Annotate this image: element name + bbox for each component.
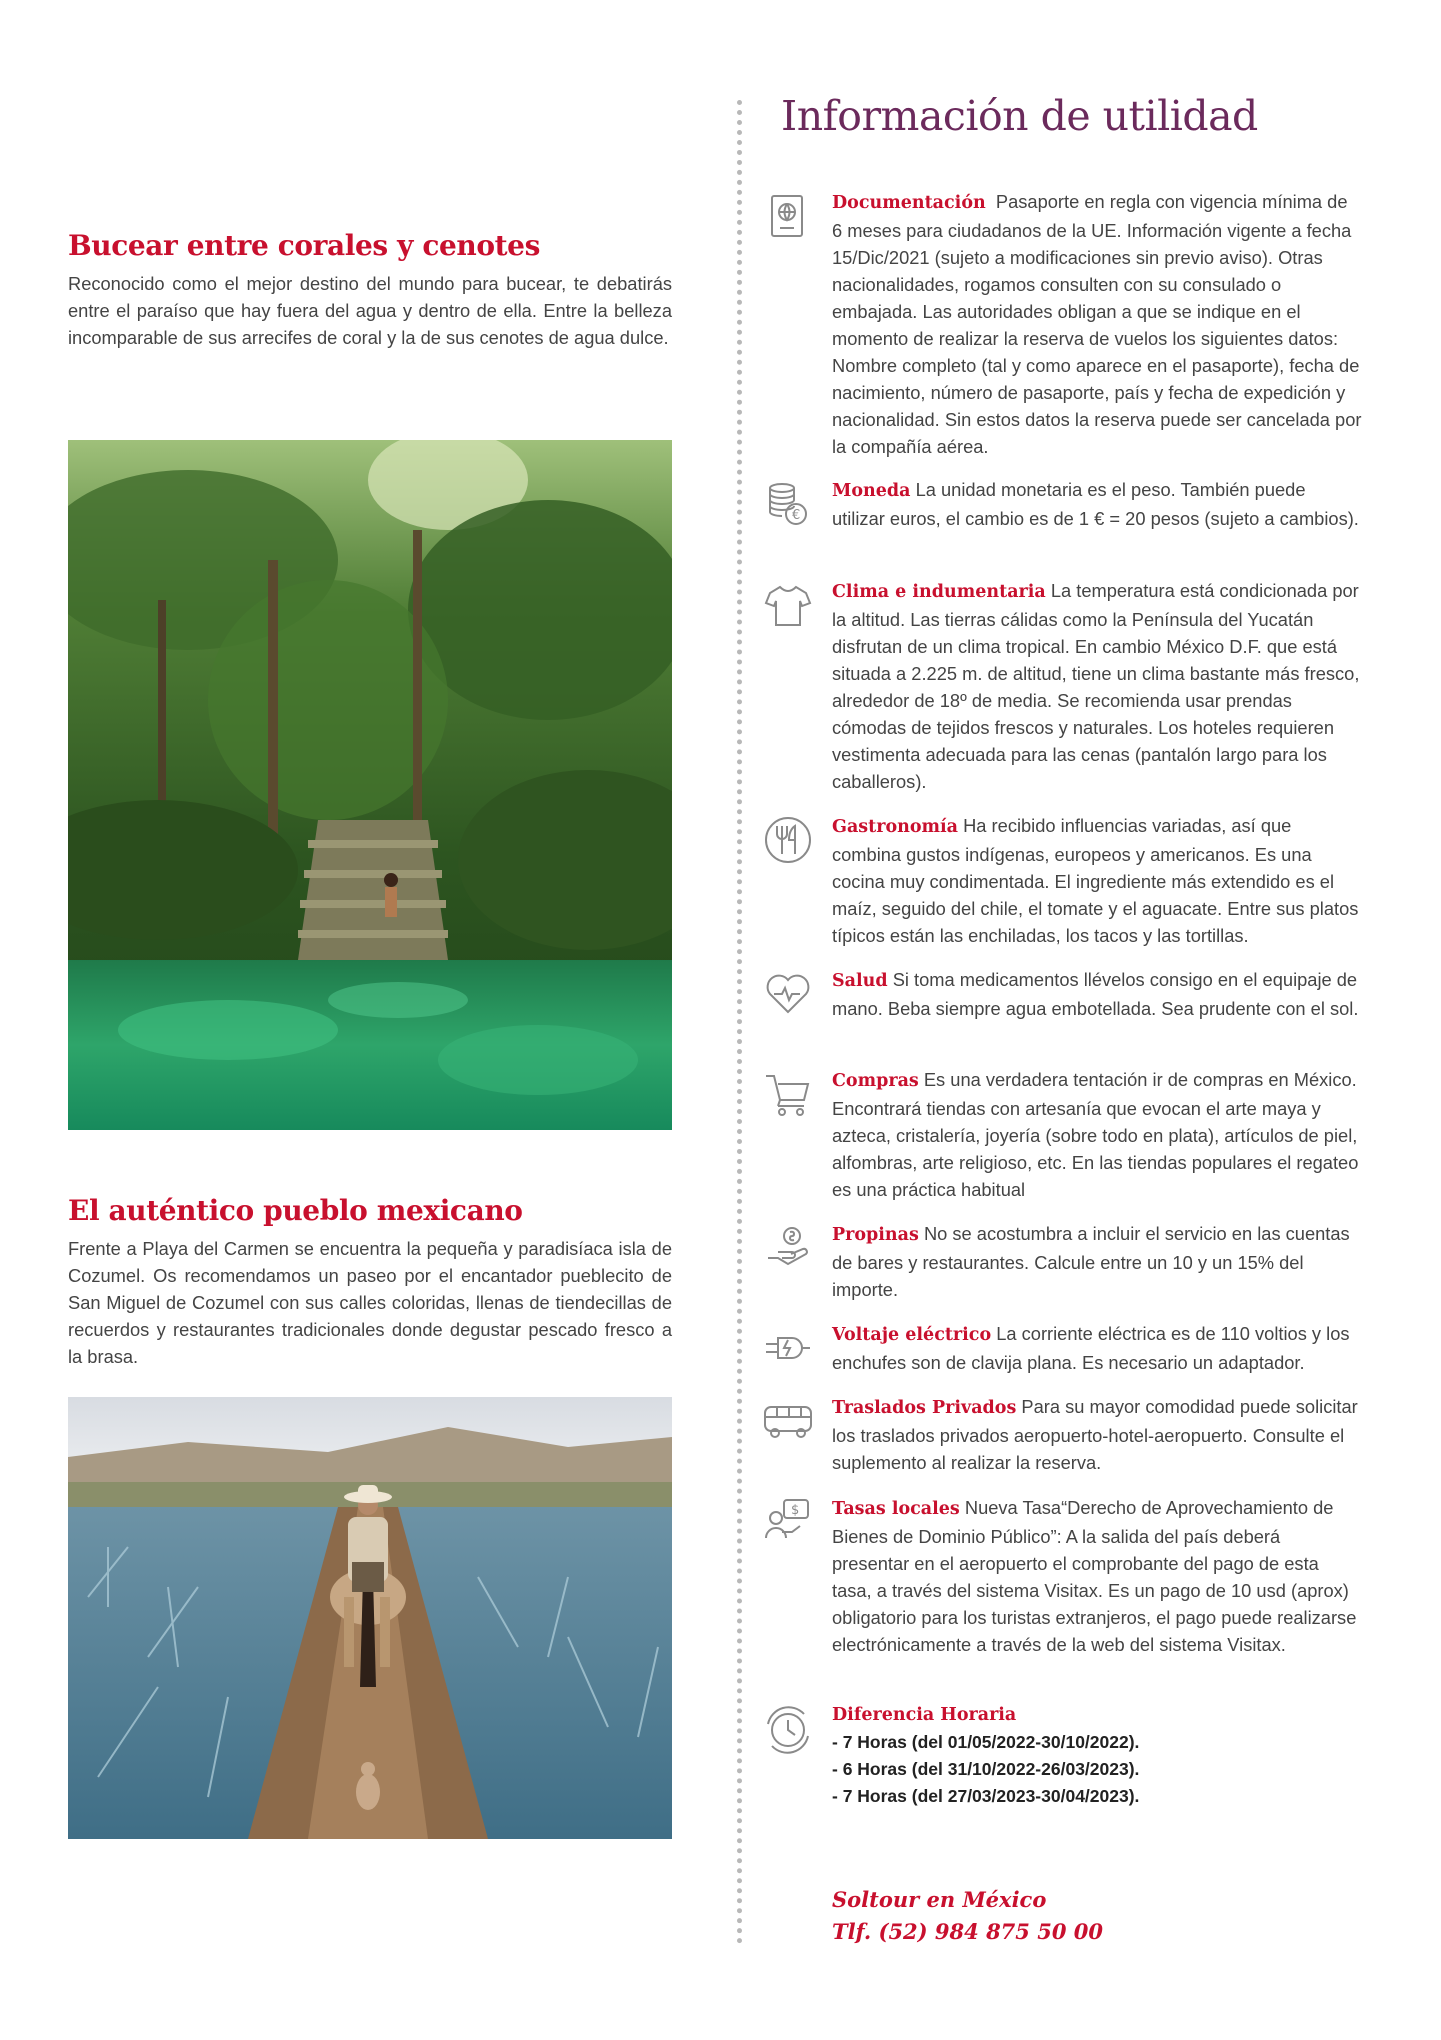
tshirt-icon xyxy=(762,579,814,631)
passport-icon xyxy=(762,190,814,242)
info-text-salud xyxy=(832,966,1362,1022)
plug-icon xyxy=(762,1322,814,1374)
info-item-salud xyxy=(762,966,1362,1022)
health-heart-icon xyxy=(762,968,814,1020)
column-divider xyxy=(737,100,742,1945)
info-text-traslados xyxy=(832,1393,1362,1476)
info-text-moneda xyxy=(832,476,1362,532)
info-title: Información de utilidad xyxy=(781,92,1258,140)
cenote-photo xyxy=(68,440,672,1130)
info-body-traslados: Para su mayor comodidad puede solicitar los traslados privados aeropuerto-hotel-aeropuerto. Consulte el suplemento al realizar la reserva. xyxy=(832,1396,1358,1473)
coins-icon xyxy=(762,478,814,530)
svg-text:€: € xyxy=(792,508,801,523)
info-body-propinas: No se acostumbra a incluir el servicio en las cuentas de bares y restaurantes. Calcule entre un 10 y un 15% del importe. xyxy=(832,1223,1350,1300)
info-text-gastronomia xyxy=(832,812,1362,949)
info-item-diferencia-horaria xyxy=(762,1702,1362,1810)
clock-icon xyxy=(762,1704,814,1756)
tax-icon xyxy=(762,1496,814,1548)
info-item-propinas xyxy=(762,1220,1362,1303)
info-item-voltaje xyxy=(762,1320,1362,1376)
info-label-traslados: Traslados Privados xyxy=(832,1398,1017,1418)
time-line-1: - 7 Horas (del 01/05/2022-30/10/2022). xyxy=(832,1732,1140,1752)
info-label-gastronomia: Gastronomía xyxy=(832,817,959,837)
info-body-clima: La temperatura está condicionada por la altitud. Las tierras cálidas como la Península del Yucatán disfrutan de un clima tropical. En cambio México D.F. que está situada a 2.225 m. de altitud, tiene un clima bastante más fresco, alrededor de 18º de media. Se recomienda usar prendas cómodas de tejidos frescos y naturales. Los hoteles requieren vestimenta adecuada para las cenas (pantalón largo para los caballeros). xyxy=(832,580,1360,792)
info-text-diferencia-horaria xyxy=(832,1702,1362,1810)
info-text-voltaje xyxy=(832,1320,1362,1376)
info-label-moneda: Moneda xyxy=(832,481,911,501)
info-text-propinas xyxy=(832,1220,1362,1303)
info-label-voltaje: Voltaje eléctrico xyxy=(832,1325,992,1345)
info-item-gastronomia xyxy=(762,812,1362,949)
info-body-compras: Es una verdadera tentación ir de compras en México. Encontrará tiendas con artesanía que evocan el arte maya y azteca, cristalería, joyería (sobre todo en plata), artículos de piel, alfombras, arte religioso, etc. En las tiendas populares el regateo es una práctica habitual xyxy=(832,1069,1359,1200)
info-body-salud: Si toma medicamentos llévelos consigo en el equipaje de mano. Beba siempre agua embotellada. Sea prudente con el sol. xyxy=(832,969,1359,1019)
info-item-compras xyxy=(762,1066,1362,1203)
info-item-traslados xyxy=(762,1393,1362,1476)
section-title-diving: Bucear entre corales y cenotes xyxy=(68,229,540,262)
bus-icon xyxy=(762,1395,814,1447)
footer-phone[interactable]: Tlf. (52) 984 875 50 00 xyxy=(832,1919,1103,1944)
agave-field-photo xyxy=(68,1397,672,1839)
info-label-salud: Salud xyxy=(832,971,888,991)
info-body-gastronomia: Ha recibido influencias variadas, así que combina gustos indígenas, europeos y americanos. Es una cocina muy condimentada. El ingrediente más extendido es el maíz, seguido del chile, el tomate y el aguacate. Entre sus platos típicos están las enchiladas, los tacos y las tortillas. xyxy=(832,815,1359,946)
cart-icon xyxy=(762,1068,814,1120)
footer-company: Soltour en México xyxy=(832,1887,1047,1912)
info-item-documentacion xyxy=(762,188,1362,460)
section-body-village: Frente a Playa del Carmen se encuentra la pequeña y paradisíaca isla de Cozumel. Os recomendamos un paseo por el encantador pueblecito de San Miguel de Cozumel con sus calles coloridas, llenas de tiendecillas de recuerdos y restaurantes tradicionales donde degustar pescado fresco a la brasa. xyxy=(68,1238,672,1367)
time-line-2: - 6 Horas (del 31/10/2022-26/03/2023). xyxy=(832,1759,1140,1779)
info-item-moneda xyxy=(762,476,1362,532)
info-text-tasas xyxy=(832,1494,1362,1658)
info-item-clima xyxy=(762,577,1362,795)
time-line-3: - 7 Horas (del 27/03/2023-30/04/2023). xyxy=(832,1786,1140,1806)
info-item-tasas xyxy=(762,1494,1362,1658)
info-label-diferencia-horaria: Diferencia Horaria xyxy=(832,1705,1017,1725)
info-label-documentacion: Documentación xyxy=(832,193,986,213)
section-title-village: El auténtico pueblo mexicano xyxy=(68,1194,523,1227)
info-body-moneda: La unidad monetaria es el peso. También puede utilizar euros, el cambio es de 1 € = 20 pesos (sujeto a cambios). xyxy=(832,479,1359,529)
info-text-documentacion xyxy=(832,188,1362,460)
tip-hand-icon xyxy=(762,1222,814,1274)
contact-footer xyxy=(832,1884,1103,1948)
info-text-clima xyxy=(832,577,1362,795)
info-body-voltaje: La corriente eléctrica es de 110 voltios y los enchufes son de clavija plana. Es necesario un adaptador. xyxy=(832,1323,1350,1373)
info-body-documentacion: Pasaporte en regla con vigencia mínima de 6 meses para ciudadanos de la UE. Información vigente a fecha 15/Dic/2021 (sujeto a modificaciones sin previo aviso). Otras nacionalidades, rogamos consulten con su consulado o embajada. Las autoridades obligan a que se indique en el momento de realizar la reserva de vuelos los siguientes datos: Nombre completo (tal y como aparece en el pasaporte), fecha de nacimiento, número de pasaporte, país y fecha de expedición y nacionalidad. Sin estos datos la reserva puede ser cancelada por la compañía aérea. xyxy=(832,191,1362,457)
section-body-diving: Reconocido como el mejor destino del mundo para bucear, te debatirás entre el paraíso que hay fuera del agua y dentro de ella. Entre la belleza incomparable de sus arrecifes de coral y la de sus cenotes de agua dulce. xyxy=(68,273,672,348)
info-body-tasas: Nueva Tasa“Derecho de Aprovechamiento de Bienes de Dominio Público”: A la salida del país deberá presentar en el aeropuerto el comprobante del pago de esta tasa, a través del sistema Visitax. Es un pago de 10 usd (aprox) obligatorio para los turistas extranjeros, el pago puede realizarse electrónicamente a través de la web del sistema Visitax. xyxy=(832,1497,1357,1655)
info-label-clima: Clima e indumentaria xyxy=(832,582,1046,602)
info-label-propinas: Propinas xyxy=(832,1225,919,1245)
cutlery-icon xyxy=(762,814,814,866)
info-text-compras xyxy=(832,1066,1362,1203)
info-label-tasas: Tasas locales xyxy=(832,1499,960,1519)
info-label-compras: Compras xyxy=(832,1071,919,1091)
svg-text:$: $ xyxy=(791,1503,800,1518)
